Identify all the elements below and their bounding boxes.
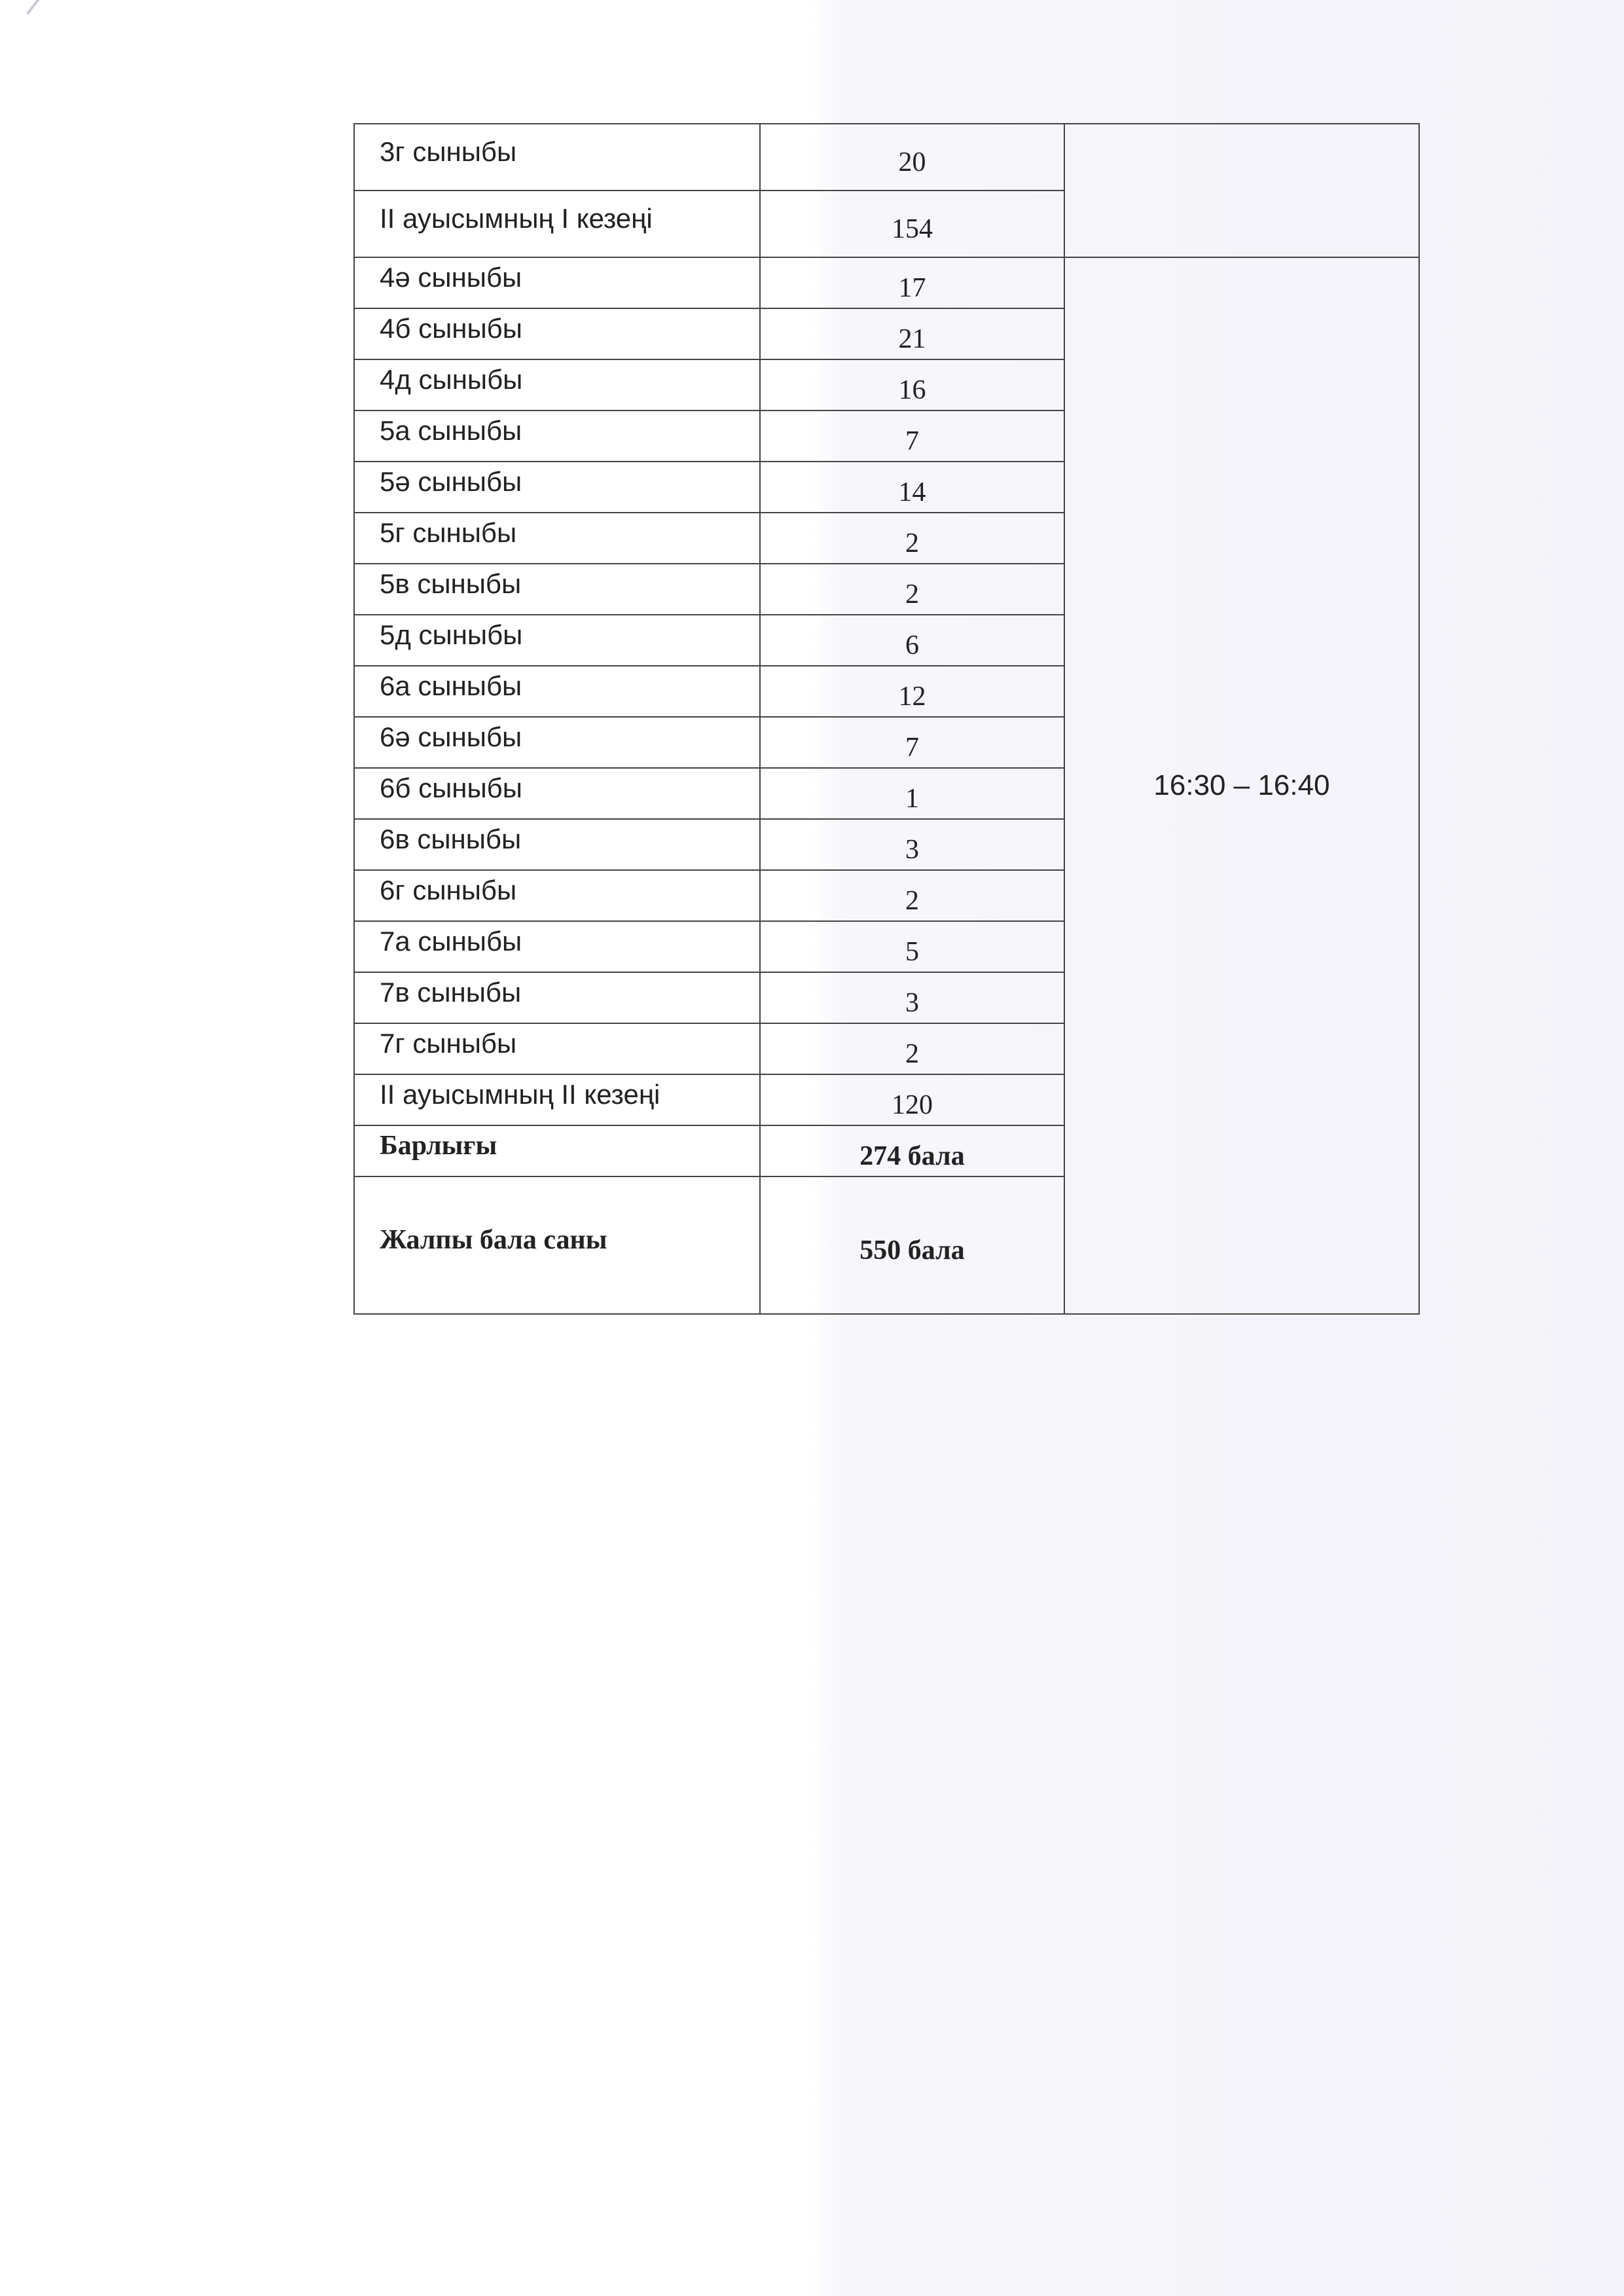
student-count: 2	[905, 528, 919, 558]
class-name-cell	[354, 819, 760, 870]
student-count-cell	[760, 1176, 1064, 1314]
student-count-cell	[760, 615, 1064, 666]
total-count: 274 бала	[859, 1141, 965, 1171]
class-name: 5в сыныбы	[380, 568, 522, 599]
student-count: 21	[898, 324, 926, 354]
student-count-cell	[760, 308, 1064, 359]
class-name: 4б сыныбы	[380, 313, 522, 344]
student-count-cell	[760, 1125, 1064, 1176]
student-count-cell	[760, 462, 1064, 513]
table-row	[354, 257, 1419, 308]
class-name-cell	[354, 462, 760, 513]
class-name-cell	[354, 1074, 760, 1125]
student-count-cell	[760, 921, 1064, 972]
grand-total-count: 550 бала	[859, 1235, 965, 1266]
student-count-cell	[760, 191, 1064, 257]
class-name: 4ә сыныбы	[380, 262, 522, 293]
class-name-cell	[354, 410, 760, 462]
student-count: 16	[898, 375, 926, 405]
class-name-cell	[354, 717, 760, 768]
table-row	[354, 124, 1419, 191]
student-count-cell	[760, 124, 1064, 191]
class-name: 4д сыныбы	[380, 364, 523, 395]
student-count-cell	[760, 1074, 1064, 1125]
student-count-cell	[760, 768, 1064, 819]
class-name-cell	[354, 1176, 760, 1314]
class-name-cell	[354, 666, 760, 717]
student-count-cell	[760, 819, 1064, 870]
shift-subtotal-label: ІІ ауысымның ІІ кезеңі	[380, 1079, 660, 1110]
student-count-cell	[760, 257, 1064, 308]
class-name-cell	[354, 615, 760, 666]
student-count: 2	[905, 1039, 919, 1069]
student-count-cell	[760, 666, 1064, 717]
class-name: 5д сыныбы	[380, 619, 523, 650]
schedule-table	[353, 123, 1420, 1315]
class-name-cell	[354, 308, 760, 359]
student-count: 12	[898, 682, 926, 712]
student-count: 7	[905, 426, 919, 456]
class-name: 7в сыныбы	[380, 977, 522, 1008]
class-name-cell	[354, 191, 760, 257]
scan-artifact	[26, 0, 97, 14]
class-name-cell	[354, 870, 760, 921]
student-count-cell	[760, 870, 1064, 921]
class-name: 5ә сыныбы	[380, 466, 522, 497]
class-name: 6а сыныбы	[380, 670, 522, 701]
student-count-cell	[760, 513, 1064, 564]
class-name-cell	[354, 513, 760, 564]
class-name-cell	[354, 768, 760, 819]
class-name: 6г сыныбы	[380, 875, 517, 905]
student-count: 3	[905, 835, 919, 865]
student-count: 5	[905, 937, 919, 967]
grand-total-label: Жалпы бала саны	[380, 1225, 607, 1255]
student-count: 14	[898, 477, 926, 507]
student-count: 7	[905, 733, 919, 763]
time-slot-cell	[1064, 257, 1419, 1314]
class-name-cell	[354, 972, 760, 1023]
class-name: 7а сыныбы	[380, 926, 522, 957]
student-count-cell	[760, 410, 1064, 462]
class-name-cell	[354, 257, 760, 308]
empty-time-cell	[1064, 124, 1419, 257]
student-count: 2	[905, 886, 919, 916]
class-name: 5а сыныбы	[380, 415, 522, 446]
class-name: 7г сыныбы	[380, 1028, 517, 1059]
class-name-cell	[354, 1023, 760, 1074]
class-name: 5г сыныбы	[380, 517, 517, 548]
class-name-cell	[354, 359, 760, 410]
shift-subtotal-count: 120	[892, 1090, 933, 1120]
student-count: 2	[905, 579, 919, 610]
student-count-cell	[760, 717, 1064, 768]
class-name: 3г сыныбы	[380, 136, 517, 167]
time-slot: 16:30 – 16:40	[1153, 769, 1330, 801]
student-count: 20	[898, 147, 926, 177]
class-name-cell	[354, 921, 760, 972]
student-count: 3	[905, 988, 919, 1018]
class-name-cell	[354, 124, 760, 191]
student-count: 1	[905, 784, 919, 814]
shift-subtotal-count: 154	[892, 214, 933, 244]
class-name: 6б сыныбы	[380, 773, 522, 803]
student-count-cell	[760, 1023, 1064, 1074]
student-count: 6	[905, 630, 919, 661]
shift-subtotal-label: ІІ ауысымның І кезеңі	[380, 203, 653, 234]
class-name-cell	[354, 564, 760, 615]
student-count-cell	[760, 972, 1064, 1023]
student-count-cell	[760, 359, 1064, 410]
total-label: Барлығы	[380, 1131, 497, 1161]
class-name: 6в сыныбы	[380, 824, 522, 854]
student-count-cell	[760, 564, 1064, 615]
class-name-cell	[354, 1125, 760, 1176]
student-count: 17	[898, 273, 926, 303]
class-name: 6ә сыныбы	[380, 721, 522, 752]
